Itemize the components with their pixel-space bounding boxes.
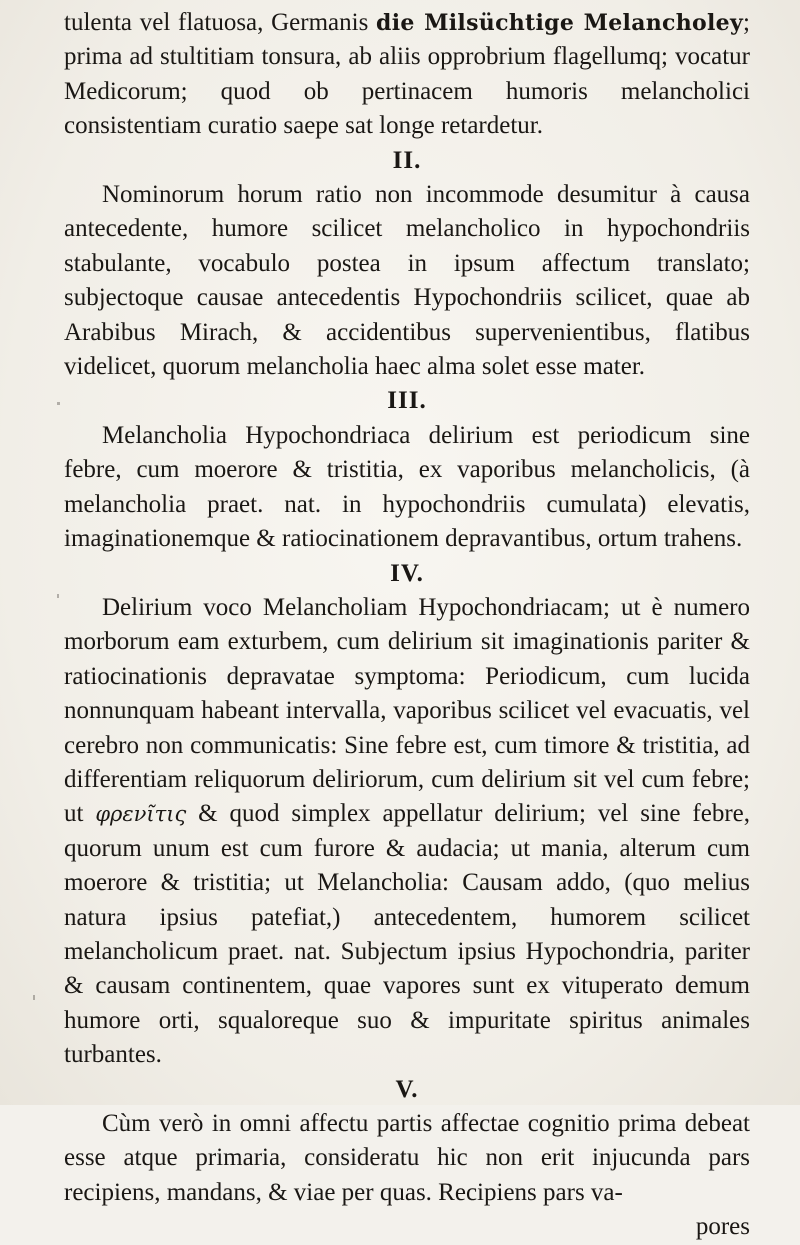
paragraph-1-end: ; prima ad stultitiam tonsura, ab aliis opprobrium flagellumq; vocatur Medicorum; quod ob pertinacem humoris melancholici consistentiam curatio saepe sat longe retardetur. <box>64 9 750 140</box>
paragraph-1-start: tulenta vel flatuosa, Germanis <box>64 9 377 36</box>
paragraph-4-start: Delirium voco Melancholiam Hypochondriacam; ut è numero morborum eam exturbem, cum delirium sit imaginationis pariter & ratiocinationis depravatae symptoma: Periodicum, cum lucida nonnunquam habeant intervalla, vaporibus scilicet vel evacuatis, vel cerebro non communicatis: Sine febre est, cum timore & tristitia, ad differentiam reliquorum deliriorum, cum delirium sit vel cum febre; ut <box>64 593 750 828</box>
paragraph-4-end: & quod simplex appellatur delirium; vel sine febre, quorum unum est cum furore & audacia; ut mania, alterum cum moerore & tristitia; ut Melancholia: Causam addo, (quo melius natura ipsius patefiat,) antecedentem, humorem scilicet melancholicum praet. nat. Subjectum ipsius Hypochondria, pariter & causam continentem, quae vapores sunt ex vituperato demum humore orti, squaloreque suo & impuritate spiritus animales turbantes. <box>64 800 750 1069</box>
section-heading-4: IV. <box>390 559 424 587</box>
catchword: pores <box>695 1213 750 1241</box>
german-fraktur-term: die Milsüchtige Melancholey <box>376 10 744 36</box>
page-text <box>64 6 750 1245</box>
greek-term: φρενῖτις <box>95 802 187 827</box>
paragraph-4 <box>64 591 750 1073</box>
section-heading-2: II. <box>392 146 422 174</box>
ink-speck <box>57 402 60 405</box>
paragraph-1 <box>64 6 750 144</box>
paragraph-5: Cùm verò in omni affectu partis affectae cognitio prima debeat esse atque primaria, consideratu hic non erit injucunda pars recipiens, mandans, & viae per quas. Recipiens pars va- <box>64 1110 750 1206</box>
paragraph-3: Melancholia Hypochondriaca delirium est periodicum sine febre, cum moerore & tristitia, ex vaporibus melancholicis, (à melancholia praet. nat. in hypochondriis cumulata) elevatis, imaginationemque & ratiocinationem depravantibus, ortum trahens. <box>64 421 750 553</box>
ink-speck <box>33 995 35 1000</box>
section-heading-3: III. <box>387 387 427 415</box>
paragraph-2: Nominorum horum ratio non incommode desumitur à causa antecedente, humore scilicet melancholico in hypochondriis stabulante, vocabulo postea in ipsum affectum translato; subjectoque causae antecedentis Hypochondriis scilicet, quae ab Arabibus Mirach, & accidentibus supervenientibus, flatibus videlicet, quorum melancholia haec alma solet esse mater. <box>64 181 750 381</box>
section-heading-5: V. <box>395 1075 419 1103</box>
ink-speck <box>57 594 59 598</box>
